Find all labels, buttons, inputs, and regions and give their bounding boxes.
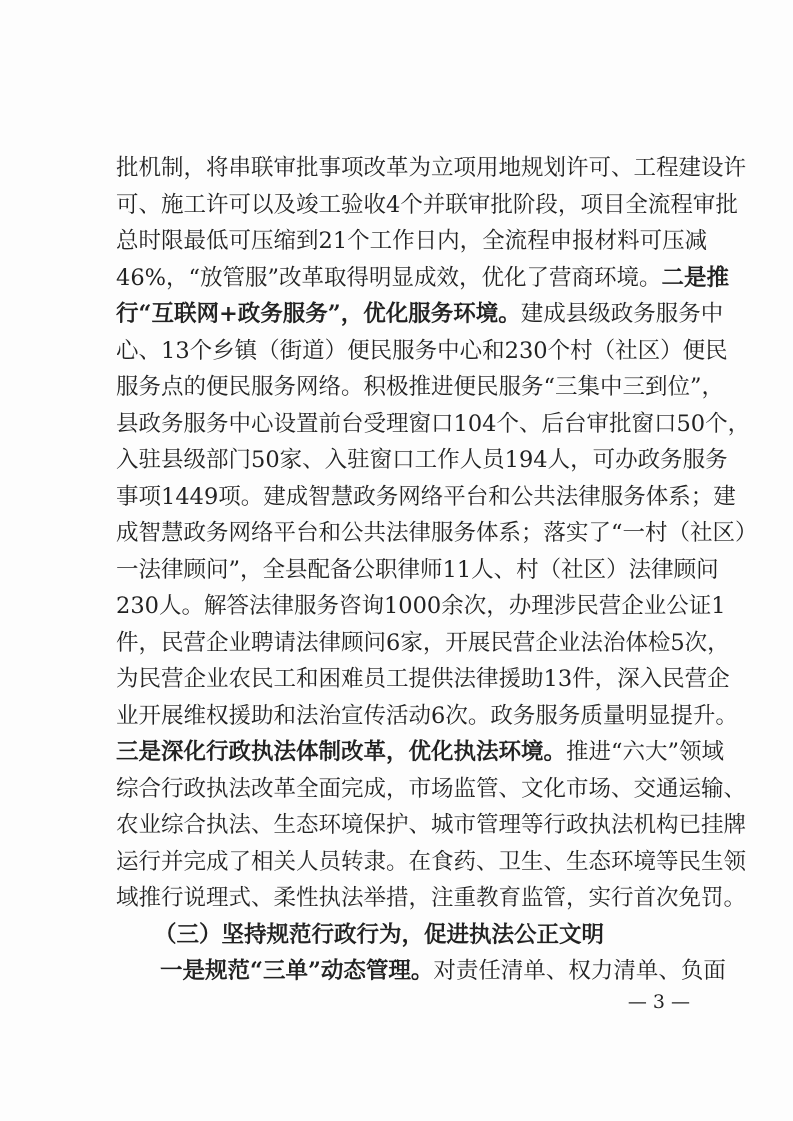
text-line: 一法律顾问”，全县配备公职律师11人、村（社区）法律顾问 xyxy=(116,556,719,583)
text-line: 230人。解答法律服务咨询1000余次，办理涉民营企业公证1 xyxy=(116,593,726,619)
text-run: 46%，“放管服”改革取得明显成效，优化了营商环境。 xyxy=(116,264,662,291)
text-line xyxy=(116,296,724,333)
text-line: 业开展维权援助和法治宣传活动6次。政务服务质量明显提升。 xyxy=(116,702,738,729)
text-line: 运行并完成了相关人员转隶。在食药、卫生、生态环境等民生领 xyxy=(116,848,747,875)
text-line xyxy=(116,734,725,771)
page-number: — 3 — xyxy=(627,991,690,1013)
text-line: 心、13个乡镇（街道）便民服务中心和230个村（社区）便民 xyxy=(116,337,728,364)
text-line: 综合行政执法改革全面完成，市场监管、文化市场、交通运输、 xyxy=(116,775,747,802)
bold-lead-phrase: 三是深化行政执法体制改革，优化执法环境。 xyxy=(116,739,567,765)
document-body xyxy=(116,150,758,990)
text-line: 可、施工许可以及竣工验收4个并联审批阶段，项目全流程审批 xyxy=(116,191,738,218)
text-line: 成智慧政务网络平台和公共法律服务体系；落实了“一村（社区） xyxy=(116,520,758,546)
bold-lead-phrase: 一是规范“三单”动态管理。 xyxy=(160,958,434,984)
text-run: 建成县级政务服务中 xyxy=(520,301,724,327)
section-heading: （三）坚持规范行政行为，促进执法公正文明 xyxy=(154,921,605,948)
text-line: 入驻县级部门50家、入驻窗口工作人员194人，可办政务服务 xyxy=(116,447,728,473)
bold-lead-phrase: 行“互联网+政务服务”，优化服务环境。 xyxy=(116,301,521,327)
text-run: 对责任清单、权力清单、负面 xyxy=(433,958,726,984)
text-line: 农业综合执法、生态环境保护、城市管理等行政执法机构已挂牌 xyxy=(116,812,747,838)
text-line: 总时限最低可压缩到21个工作日内，全流程申报材料可压减 xyxy=(116,228,708,254)
text-line: 域推行说理式、柔性执法举措，注重教育监管，实行首次免罚。 xyxy=(116,885,747,911)
bold-lead-phrase: 二是推 xyxy=(661,264,730,291)
text-line: 事项1449项。建成智慧政务网络平台和公共法律服务体系；建 xyxy=(116,483,736,510)
text-run: 推进“六大”领域 xyxy=(566,739,725,765)
text-line: 县政务服务中心设置前台受理窗口104个、后台审批窗口50个， xyxy=(116,410,751,437)
text-line xyxy=(116,953,726,990)
text-line xyxy=(116,260,730,297)
text-line: 服务点的便民服务网络。积极推进便民服务“三集中三到位”， xyxy=(116,374,725,400)
text-line: 批机制，将串联审批事项改革为立项用地规划许可、工程建设许 xyxy=(116,155,747,181)
text-line: 为民营企业农民工和困难员工提供法律援助13件，深入民营企 xyxy=(116,666,730,692)
text-line: 件，民营企业聘请法律顾问6家，开展民营企业法治体检5次， xyxy=(116,629,730,656)
